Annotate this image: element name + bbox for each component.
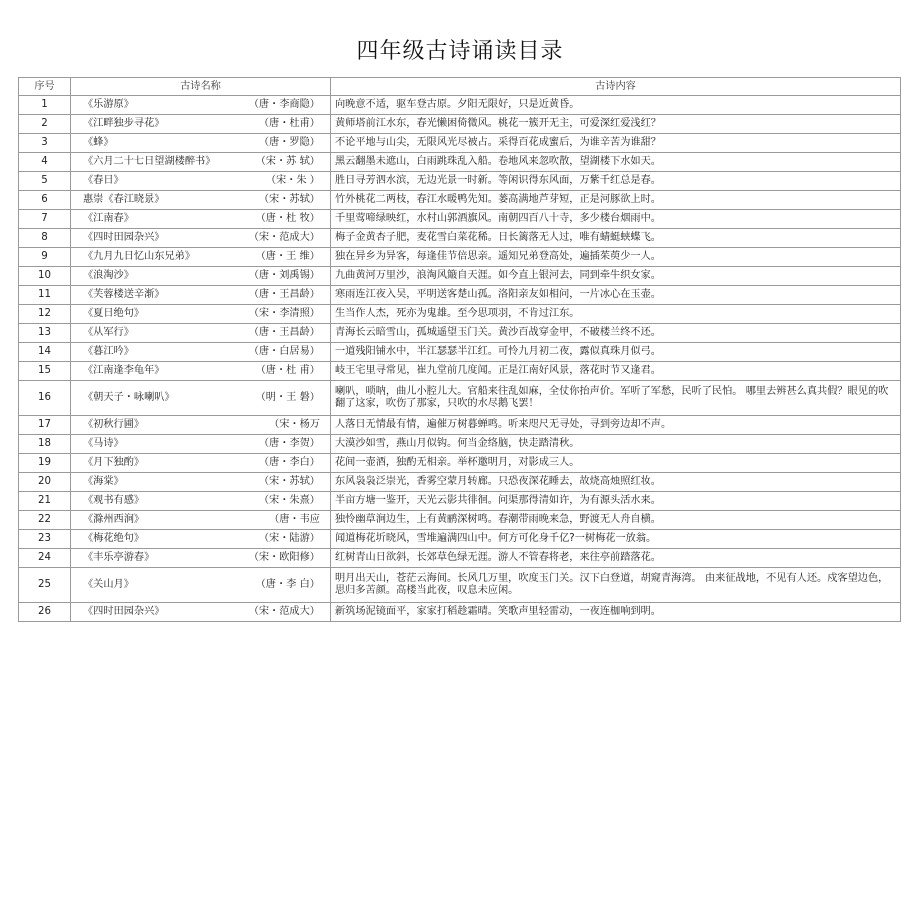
- header-name: 古诗名称: [71, 78, 331, 96]
- row-number: 3: [19, 134, 71, 153]
- table-row: [19, 530, 901, 549]
- poem-name-cell: [71, 530, 331, 549]
- poem-content: 生当作人杰，死亦为鬼雄。至今思项羽，不肯过江东。: [331, 305, 901, 324]
- header-num: 序号: [19, 78, 71, 96]
- poem-name-cell: [71, 96, 331, 115]
- poem-author: （宋・苏轼）: [258, 194, 320, 205]
- table-row: [19, 454, 901, 473]
- poem-title: 《春日》: [83, 175, 124, 186]
- poem-content: 大漠沙如雪，燕山月似钩。何当金络脑，快走踏清秋。: [331, 435, 901, 454]
- row-number: 22: [19, 511, 71, 530]
- poem-author: （唐・王 维）: [255, 251, 320, 262]
- row-number: 5: [19, 172, 71, 191]
- poem-content: 独在异乡为异客，每逢佳节倍思亲。遥知兄弟登高处，遍插茱萸少一人。: [331, 248, 901, 267]
- poem-name-cell: [71, 324, 331, 343]
- poem-title: 《暮江吟》: [83, 346, 134, 357]
- poem-author: （唐・王昌龄）: [248, 289, 320, 300]
- poem-content: 岐王宅里寻常见，崔九堂前几度闻。正是江南好风景，落花时节又逢君。: [331, 362, 901, 381]
- row-number: 1: [19, 96, 71, 115]
- poem-name-cell: [71, 454, 331, 473]
- poem-content: 人落日无情最有情，遍催万树暮蝉鸣。听来咫尺无寻处，寻到旁边却不声。: [331, 416, 901, 435]
- poem-title: 《丰乐亭游春》: [83, 552, 155, 563]
- poem-author: （宋・范成大）: [248, 232, 320, 243]
- poem-content: 一道残阳铺水中，半江瑟瑟半江红。可怜九月初二夜，露似真珠月似弓。: [331, 343, 901, 362]
- poem-content: 闻道梅花圻晓风，雪堆遍满四山中。何方可化身千亿?一树梅花一放翁。: [331, 530, 901, 549]
- poem-title: 《从军行》: [83, 327, 134, 338]
- poem-author: （宋・杨万: [269, 419, 320, 430]
- poem-title: 《江南逢李龟年》: [83, 365, 165, 376]
- poem-name-cell: [71, 473, 331, 492]
- header-content: 古诗内容: [331, 78, 901, 96]
- row-number: 15: [19, 362, 71, 381]
- poem-name-cell: [71, 381, 331, 416]
- table-header: [19, 78, 901, 96]
- row-number: 25: [19, 568, 71, 603]
- poem-title: 《浪淘沙》: [83, 270, 134, 281]
- poem-title: 《马诗》: [83, 438, 124, 449]
- poem-author: （宋・欧阳修）: [248, 552, 320, 563]
- poem-title: 《四时田园杂兴》: [83, 232, 165, 243]
- poem-author: （宋・苏 轼）: [255, 156, 320, 167]
- poem-author: （唐・杜甫）: [258, 118, 320, 129]
- poem-author: （唐・李贺）: [258, 438, 320, 449]
- table-row: [19, 210, 901, 229]
- poem-name-cell: [71, 286, 331, 305]
- table-row: [19, 381, 901, 416]
- poem-content: 半亩方塘一鉴开，天光云影共徘徊。问渠那得清如许，为有源头活水来。: [331, 492, 901, 511]
- table-row: [19, 568, 901, 603]
- table-row: [19, 172, 901, 191]
- poem-name-cell: [71, 416, 331, 435]
- poem-content: 红树青山日欲斜，长郊草色绿无涯。游人不管春将老，来往亭前踏落花。: [331, 549, 901, 568]
- poem-author: （宋・陆游）: [258, 533, 320, 544]
- poem-author: （唐・罗隐）: [258, 137, 320, 148]
- poem-name-cell: [71, 172, 331, 191]
- poem-name-cell: [71, 603, 331, 622]
- table-row: [19, 96, 901, 115]
- poem-title: 《月下独酌》: [83, 457, 145, 468]
- poem-content: 花间一壶酒，独酌无相亲。举杯邀明月，对影成三人。: [331, 454, 901, 473]
- row-number: 4: [19, 153, 71, 172]
- row-number: 9: [19, 248, 71, 267]
- poem-title: 《蜂》: [83, 137, 114, 148]
- poem-title: 《朝天子・咏喇叭》: [83, 392, 175, 403]
- poem-name-cell: [71, 305, 331, 324]
- poem-content: 胜日寻芳泗水滨，无边光景一时新。等闲识得东风面，万紫千红总是春。: [331, 172, 901, 191]
- row-number: 26: [19, 603, 71, 622]
- table-row: [19, 362, 901, 381]
- poem-content: 青海长云暗雪山，孤城遥望玉门关。黄沙百战穿金甲，不破楼兰终不还。: [331, 324, 901, 343]
- table-row: [19, 134, 901, 153]
- poem-author: （唐・杜 牧）: [255, 213, 320, 224]
- table-row: [19, 549, 901, 568]
- poem-name-cell: [71, 492, 331, 511]
- row-number: 19: [19, 454, 71, 473]
- row-number: 17: [19, 416, 71, 435]
- poem-author: （唐・韦应: [269, 514, 320, 525]
- poem-title: 《关山月》: [83, 579, 134, 590]
- poem-name-cell: [71, 343, 331, 362]
- poem-name-cell: [71, 248, 331, 267]
- table-row: [19, 324, 901, 343]
- poem-content: 喇叭，唢呐，曲儿小腔儿大。官船来往乱如麻，全仗你抬声价。军听了军愁，民听了民怕。 哪里去辨甚么真共假？眼见的吹翻了这家，吹伤了那家，只吹的水尽鹅飞罢！: [331, 381, 901, 416]
- poem-title: 《芙蓉楼送辛渐》: [83, 289, 165, 300]
- row-number: 23: [19, 530, 71, 549]
- poem-name-cell: [71, 115, 331, 134]
- poem-name-cell: [71, 511, 331, 530]
- poem-author: （唐・杜 甫）: [255, 365, 320, 376]
- row-number: 8: [19, 229, 71, 248]
- poem-author: （唐・李 白）: [255, 579, 320, 590]
- poem-name-cell: [71, 549, 331, 568]
- table-row: [19, 492, 901, 511]
- row-number: 24: [19, 549, 71, 568]
- poem-name-cell: [71, 267, 331, 286]
- poem-author: （唐・王昌龄）: [248, 327, 320, 338]
- poem-content: 黑云翻墨未遮山，白雨跳珠乱入船。卷地风来忽吹散，望湖楼下水如天。: [331, 153, 901, 172]
- table-body: [19, 96, 901, 622]
- poem-author: （明・王 磐）: [255, 392, 320, 403]
- poem-name-cell: [71, 210, 331, 229]
- row-number: 12: [19, 305, 71, 324]
- row-number: 16: [19, 381, 71, 416]
- poem-content: 东风袅袅泛崇光，香雾空蒙月转廊。只恐夜深花睡去，故烧高烛照红妆。: [331, 473, 901, 492]
- poem-author: （唐・刘禹锡）: [248, 270, 320, 281]
- poem-name-cell: [71, 362, 331, 381]
- page-title: 四年级古诗诵读目录: [356, 39, 564, 64]
- poem-title: 《观书有感》: [83, 495, 145, 506]
- poem-title: 《乐游原》: [83, 99, 134, 110]
- poem-title: 惠崇《春江晓景》: [83, 194, 165, 205]
- poem-name-cell: [71, 134, 331, 153]
- poem-title: 《梅花绝句》: [83, 533, 145, 544]
- poem-content: 独怜幽草涧边生，上有黄鹂深树鸣。春潮带雨晚来急，野渡无人舟自横。: [331, 511, 901, 530]
- row-number: 11: [19, 286, 71, 305]
- row-number: 2: [19, 115, 71, 134]
- poem-name-cell: [71, 568, 331, 603]
- table-row: [19, 153, 901, 172]
- poem-content: 明月出天山，苍茫云海间。长风几万里，吹度玉门关。汉下白登道，胡窥青海湾。 由来征战地，不见有人还。戍客望边色，思归多苦颜。高楼当此夜，叹息未应闲。: [331, 568, 901, 603]
- table-row: [19, 416, 901, 435]
- poem-content: 竹外桃花二两枝，春江水暖鸭先知。蒌高满地芦芽短，正是河豚欲上时。: [331, 191, 901, 210]
- table-row: [19, 511, 901, 530]
- poem-name-cell: [71, 435, 331, 454]
- poem-name-cell: [71, 191, 331, 210]
- poem-author: （宋・朱 ）: [265, 175, 320, 186]
- poem-content: 不论平地与山尖，无限风光尽被占。采得百花成蜜后，为谁辛苦为谁甜？: [331, 134, 901, 153]
- table-row: [19, 343, 901, 362]
- row-number: 7: [19, 210, 71, 229]
- poem-title: 《滁州西涧》: [83, 514, 145, 525]
- table-row: [19, 267, 901, 286]
- poem-name-cell: [71, 153, 331, 172]
- poem-author: （宋・朱熹）: [258, 495, 320, 506]
- row-number: 13: [19, 324, 71, 343]
- poem-author: （唐・李白）: [258, 457, 320, 468]
- poem-content: 黄师塔前江水东，春光懒困倚微风。桃花一簇开无主，可爱深红爱浅红？: [331, 115, 901, 134]
- row-number: 14: [19, 343, 71, 362]
- poem-title: 《九月九日忆山东兄弟》: [83, 251, 196, 262]
- poem-author: （唐・李商隐）: [248, 99, 320, 110]
- row-number: 18: [19, 435, 71, 454]
- row-number: 10: [19, 267, 71, 286]
- table-row: [19, 473, 901, 492]
- poem-title: 《六月二十七日望湖楼醉书》: [83, 156, 216, 167]
- table-row: [19, 603, 901, 622]
- table-row: [19, 115, 901, 134]
- row-number: 6: [19, 191, 71, 210]
- poem-title: 《四时田园杂兴》: [83, 606, 165, 617]
- table-row: [19, 229, 901, 248]
- poem-title: 《初秋行圃》: [83, 419, 145, 430]
- table-row: [19, 435, 901, 454]
- table-row: [19, 248, 901, 267]
- row-number: 21: [19, 492, 71, 511]
- poem-author: （唐・白居易）: [248, 346, 320, 357]
- table-row: [19, 305, 901, 324]
- poem-content: 寒雨连江夜入吴，平明送客楚山孤。洛阳亲友如相问，一片冰心在玉壶。: [331, 286, 901, 305]
- poem-title: 《海棠》: [83, 476, 124, 487]
- poem-title: 《江畔独步寻花》: [83, 118, 165, 129]
- table-row: [19, 191, 901, 210]
- table-row: [19, 286, 901, 305]
- poem-author: （宋・苏轼）: [258, 476, 320, 487]
- poem-title: 《江南春》: [83, 213, 134, 224]
- poem-table: [18, 77, 901, 622]
- poem-content: 向晚意不适，驱车登古原。夕阳无限好，只是近黄昏。: [331, 96, 901, 115]
- poem-content: 新筑场泥镜面平，家家打稻趁霜晴。笑歌声里轻雷动，一夜连枷响到明。: [331, 603, 901, 622]
- row-number: 20: [19, 473, 71, 492]
- poem-name-cell: [71, 229, 331, 248]
- poem-title: 《夏日绝句》: [83, 308, 145, 319]
- poem-author: （宋・范成大）: [248, 606, 320, 617]
- poem-content: 九曲黄河万里沙，浪淘风簸自天涯。如今直上银河去，同到牵牛织女家。: [331, 267, 901, 286]
- poem-author: （宋・李清照）: [248, 308, 320, 319]
- poem-content: 千里莺啼绿映红，水村山郭酒旗风。南朝四百八十寺，多少楼台烟雨中。: [331, 210, 901, 229]
- poem-content: 梅子金黄杏子肥，麦花雪白菜花稀。日长篱落无人过，唯有蜻蜓蛱蝶飞。: [331, 229, 901, 248]
